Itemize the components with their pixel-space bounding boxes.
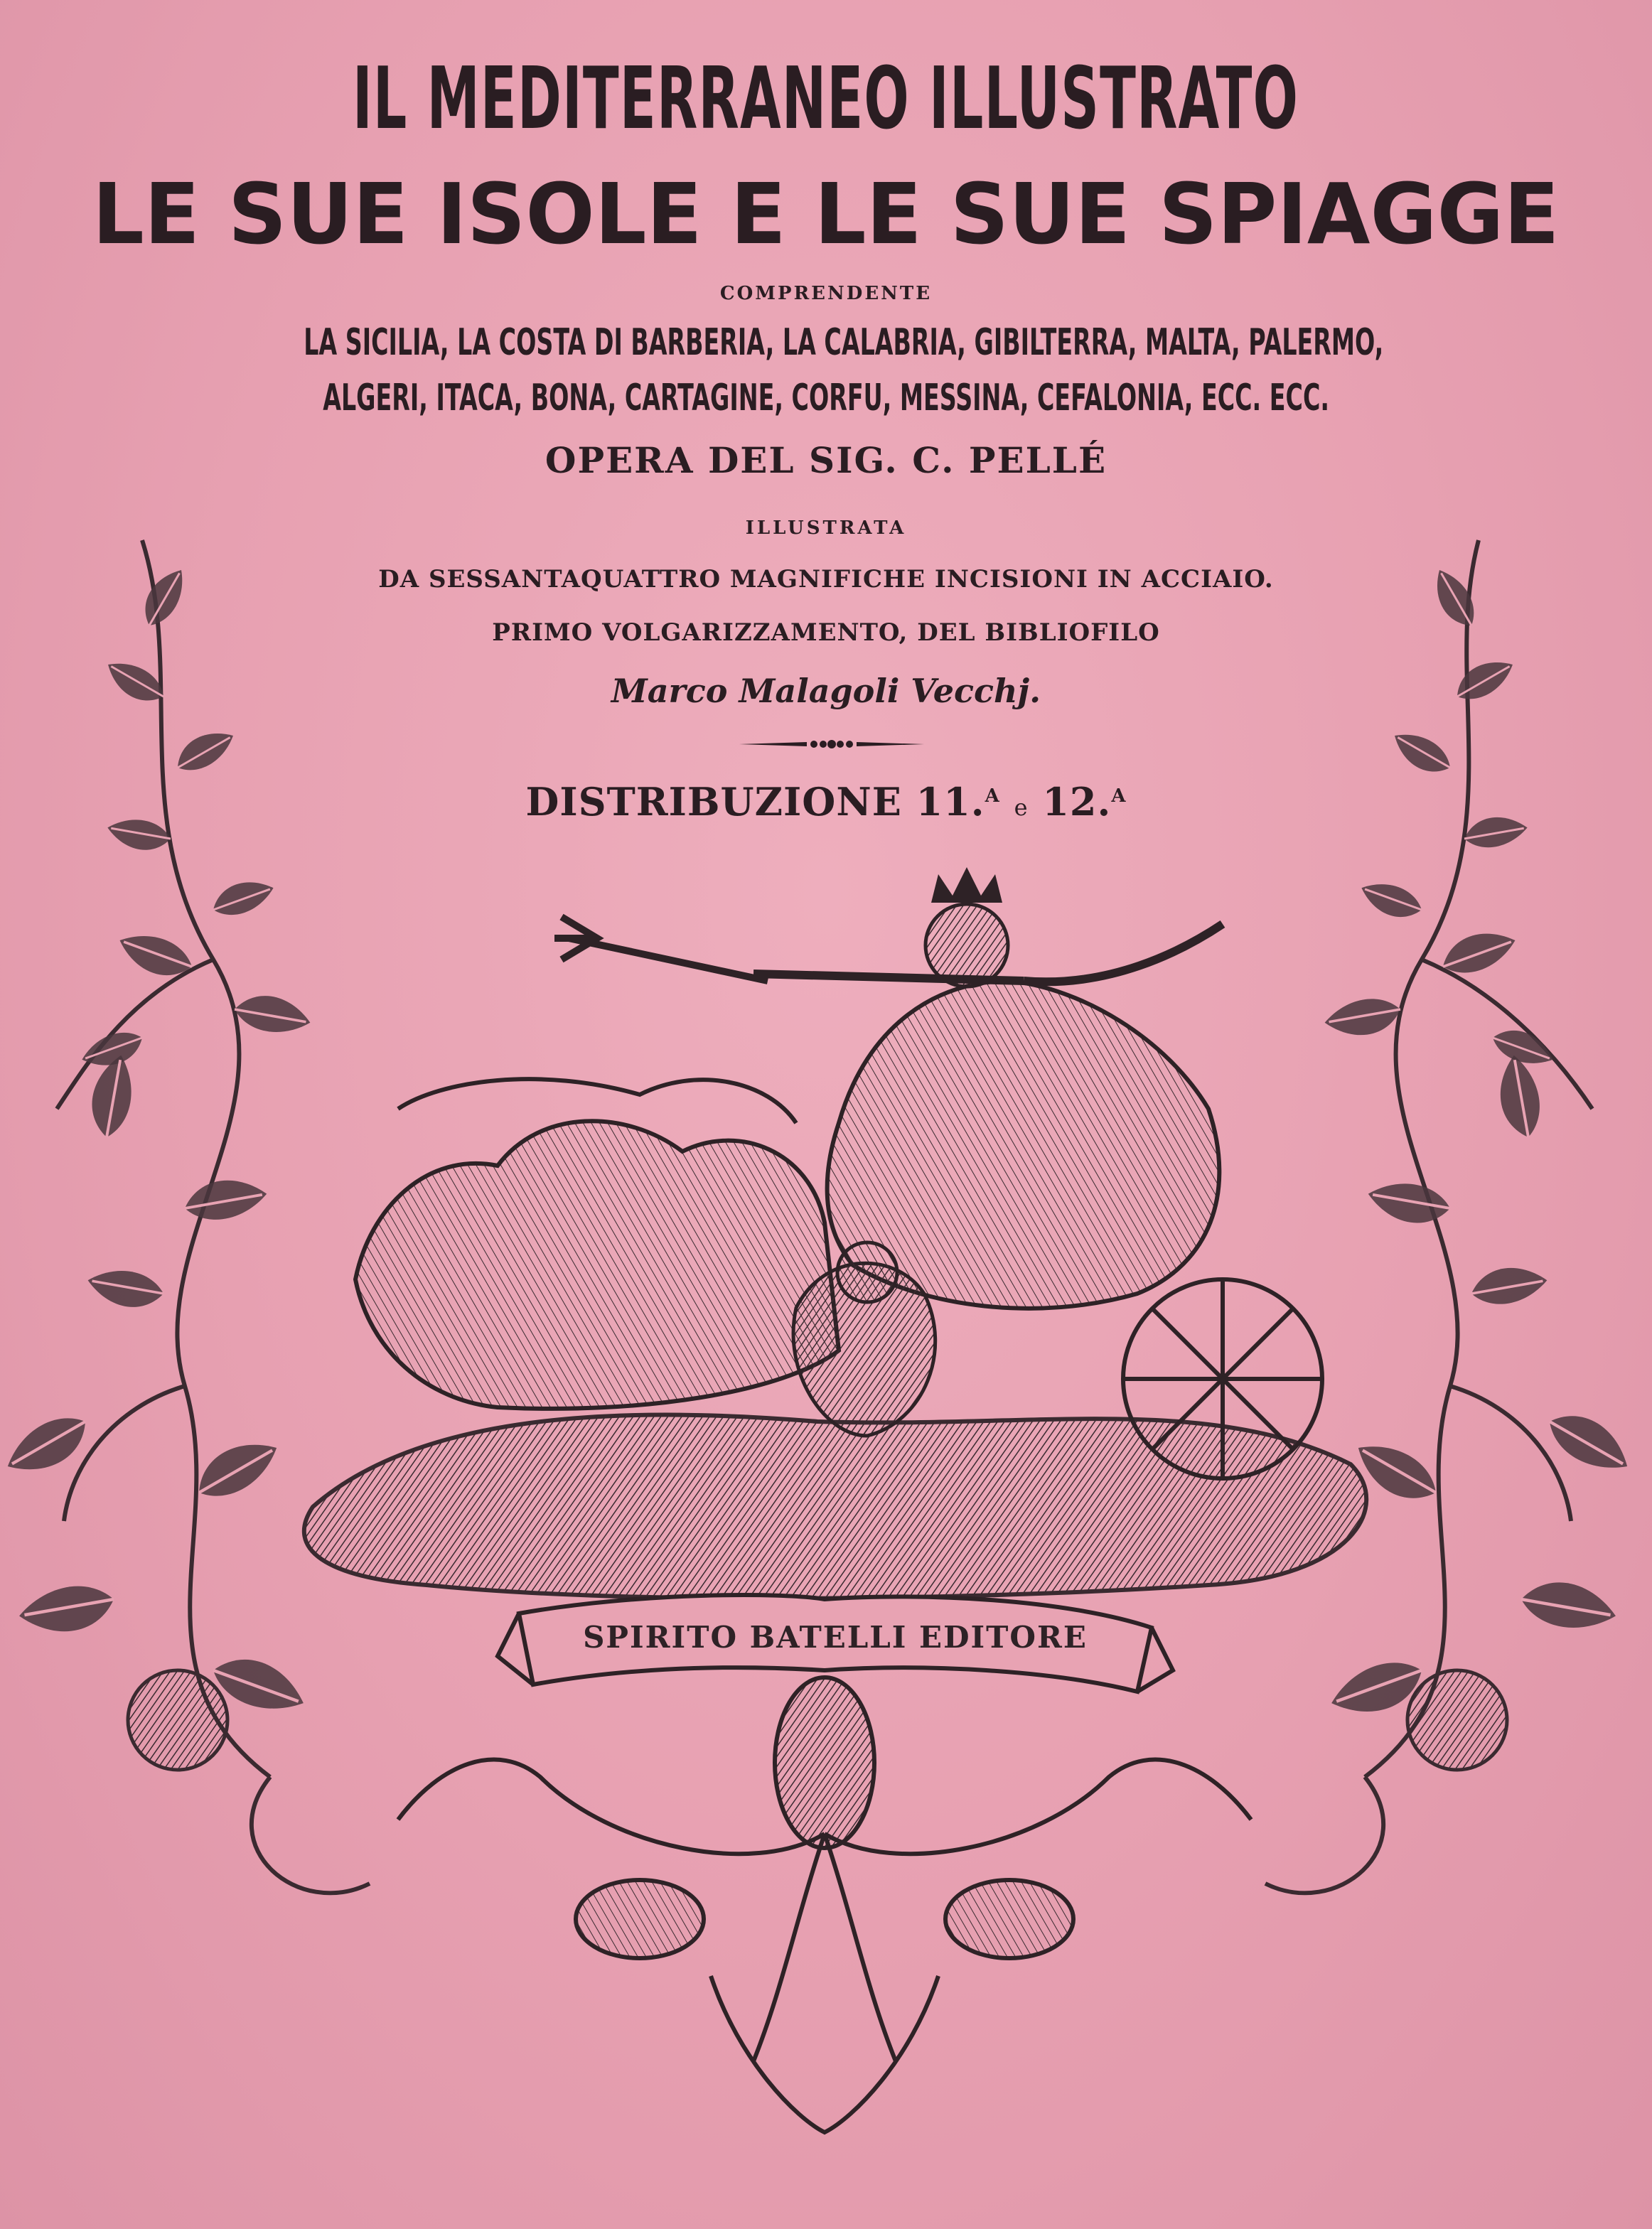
translator-name: Marco Malagoli Vecchj. [611, 672, 1041, 710]
illustrata-label: ILLUSTRATA [745, 517, 907, 539]
translation-line: PRIMO VOLGARIZZAMENTO, DEL BIBLIOFILO [492, 618, 1160, 647]
horses [355, 1079, 839, 1409]
right-leaves [1322, 564, 1638, 1770]
author-line: OPERA DEL SIG. C. PELLÉ [545, 439, 1107, 481]
title-line-2: LE SUE ISOLE E LE SUE SPIAGGE [92, 165, 1560, 263]
publisher-banner-text: SPIRITO BATELLI EDITORE [583, 1620, 1088, 1655]
places-line-1: LA SICILIA, LA COSTA DI BARBERIA, LA CALABRIA, GIBILTERRA, MALTA, PALERMO, [304, 321, 1384, 364]
distribution-line: DISTRIBUZIONE 11.$^A$ e 12.$^A$ [525, 779, 1127, 825]
trident [554, 917, 768, 981]
chariot-wheel [1123, 1279, 1322, 1478]
bottom-ornament [398, 1677, 1251, 2132]
sea-waves [304, 1415, 1366, 1599]
engravings-line: DA SESSANTAQUATTRO MAGNIFICHE INCISIONI IN ACCIAIO. [378, 565, 1274, 593]
comprendente-label: COMPRENDENTE [719, 283, 933, 304]
title-line-1: IL MEDITERRANEO ILLUSTRATO [353, 50, 1299, 149]
places-line-2: ALGERI, ITACA, BONA, CARTAGINE, CORFU, MESSINA, CEFALONIA, ECC. ECC. [323, 377, 1329, 419]
left-leaves [0, 562, 313, 1770]
